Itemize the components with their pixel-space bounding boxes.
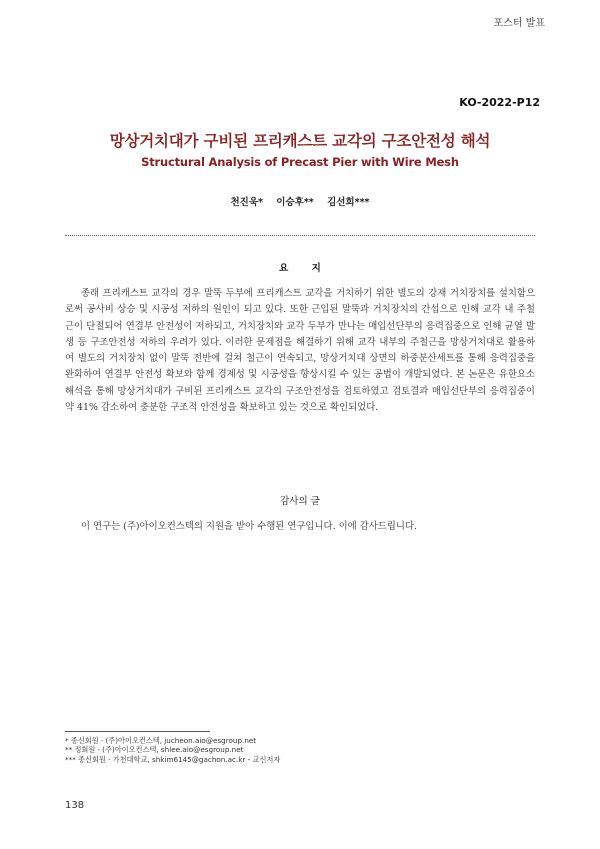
abstract-heading: 요 지	[279, 263, 331, 274]
author-2: 이승후**	[276, 197, 314, 208]
footnote-author-3: *** 종신회원 · 가천대학교, shkim6145@gachon.ac.kr - 교신저자	[65, 755, 281, 764]
page-number: 138	[65, 800, 85, 811]
paper-title-english: Structural Analysis of Precast Pier with Wire Mesh	[141, 155, 459, 169]
abstract-body: 종래 프리캐스트 교각의 경우 말뚝 두부에 프리캐스트 교각을 거치하기 위한 별도의 강재 거치장치를 설치함으로써 공사비 상승 및 시공성 저하의 원인이 되고 있다. 또한 근입된 말뚝과 거치장치의 간섭으로 인해 교각 내 주철근이 단절되어 연결부 안전성이 저하되고, 거치장치와 교각 두부가 만나는 매입선단부의 응력집중으로 인해 균열 발생 등 구조안전성 저하의 우려가 있다. 이러한 문제점을 해결하기 위해 교각 내부의 주철근을 망상거치대로 활용하여 별도의 거치장치 없이 말뚝 전반에 걸쳐 철근이 연속되고, 망상거치대 상면의 하중분산세트를 통해 응력집중을 완화하여 연결부 안전성 확보와 함께 경제성 및 시공성을 향상시킬 수 있는 공법이 개발되었다. 본 논문은 유한요소해석을 통해 망상거치대가 구비된 프리캐스트 교각의 구조안전성을 검토하였고 검토결과 매입선단부의 응력집중이 약 41% 감소하여 충분한 구조적 안전성을 확보하고 있는 것으로 확인되었다.	[65, 288, 535, 414]
author-1: 천진욱*	[230, 197, 263, 208]
paper-id: KO-2022-P12	[459, 96, 540, 109]
footnote-rule	[65, 731, 210, 732]
acknowledgement-body: 이 연구는 (주)아이오컨스텍의 지원을 받아 수행된 연구입니다. 이에 감사드립니다.	[81, 521, 417, 532]
section-divider	[65, 235, 535, 236]
footnote-author-1: * 종신회원 · (주)아이오컨스텍, jucheon.aio@esgroup.net	[65, 736, 257, 745]
paper-title-korean: 망상거치대가 구비된 프리캐스트 교각의 구조안전성 해석	[109, 132, 491, 150]
acknowledgement-heading: 감사의 글	[280, 496, 320, 507]
author-list	[0, 194, 600, 208]
author-3: 김선희***	[327, 197, 370, 208]
header-section-label: 포스터 발표	[493, 18, 545, 29]
footnote-author-2: ** 정회원 · (주)아이오컨스텍, shlee.aio@esgroup.net	[65, 745, 244, 754]
